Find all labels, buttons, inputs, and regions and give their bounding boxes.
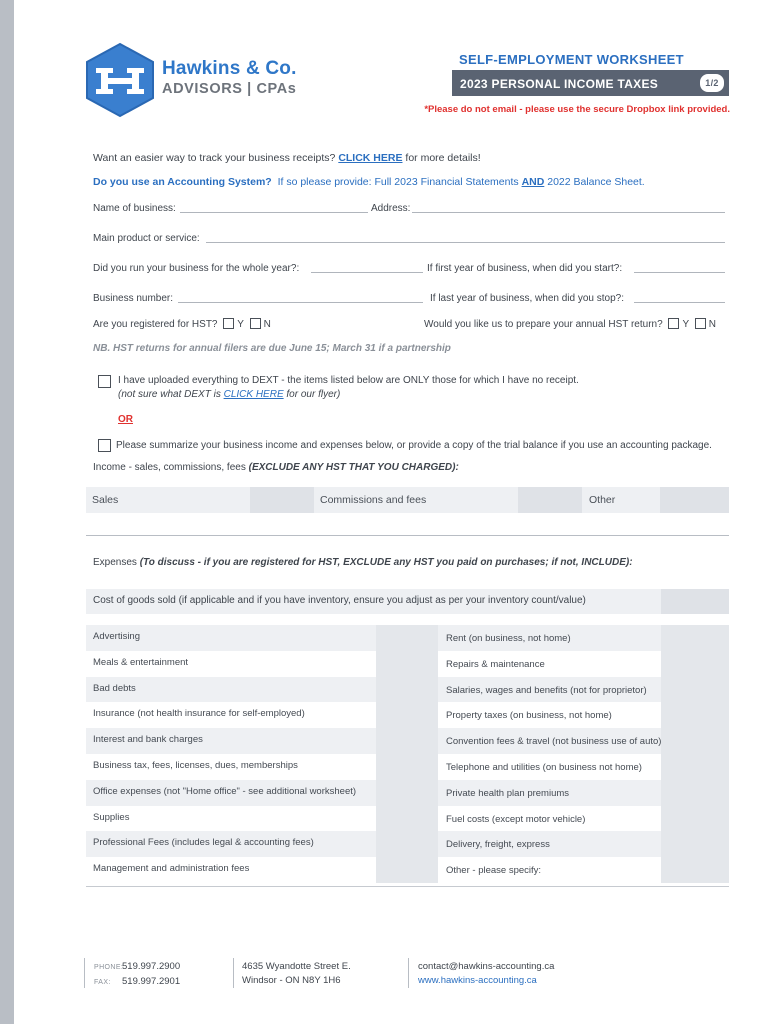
receipts-click-here-link[interactable]: CLICK HERE [338,152,403,164]
footer-contact-block [418,960,554,988]
expense-label-right: Convention fees & travel (not business use of auto) [446,736,662,748]
last-year-label: If last year of business, when did you stop?: [430,293,624,304]
contact-email[interactable]: contact@hawkins-accounting.ca [418,961,555,972]
expense-field-left[interactable] [376,806,438,832]
income-other-label: Other [589,494,616,506]
expense-field-left[interactable] [376,677,438,703]
dext-line-2a: (not sure what DEXT is [118,389,221,400]
expense-label-right: Repairs & maintenance [446,658,545,670]
income-row [86,487,729,513]
hexagon-logo-icon [84,42,156,118]
expense-label-right: Rent (on business, not home) [446,633,571,644]
worksheet-subtitle-bar [452,70,729,96]
expense-field-right[interactable] [661,857,729,883]
no-label: N [708,319,716,330]
receipts-text: Want an easier way to track your business receipts? [93,152,336,164]
address-label: Address: [371,203,411,214]
income-other-field[interactable] [660,487,729,513]
phone-label: PHONE: [94,964,124,971]
expenses-table [86,625,729,883]
expenses-bottom-rule [86,886,729,887]
income-label: Income - sales, commissions, fees [93,462,246,473]
receipts-line [93,152,481,164]
expense-label-right: Telephone and utilities (on business not home) [446,761,642,773]
expense-row [86,625,729,651]
dext-line-2 [118,389,340,400]
expense-field-right[interactable] [661,806,729,832]
expense-row [86,780,729,806]
expense-field-left[interactable] [376,857,438,883]
business-name-field[interactable] [180,212,368,213]
address-line-1: 4635 Wyandotte Street E. [242,961,351,972]
expenses-heading [93,557,633,568]
expense-field-left[interactable] [376,625,438,651]
last-year-field[interactable] [634,302,725,303]
expense-field-right[interactable] [661,677,729,703]
expense-row [86,857,729,883]
expense-label-left: Interest and bank charges [93,734,203,746]
income-commissions-label: Commissions and fees [320,494,427,506]
dext-line-1: I have uploaded everything to DEXT - the items listed below are ONLY those for which I have no receipt. [118,375,579,386]
accounting-answer-2: 2022 Balance Sheet. [547,176,645,188]
hst-prepare-yes-checkbox[interactable] [668,318,679,329]
summarize-text: Please summarize your business income and expenses below, or provide a copy of the trial balance if you use an accounting package. [116,440,712,451]
hst-due-note: NB. HST returns for annual filers are due June 15; March 31 if a partnership [93,343,451,354]
whole-year-field[interactable] [311,272,423,273]
accounting-question: Do you use an Accounting System? [93,176,272,188]
hst-prepare-no-checkbox[interactable] [695,318,706,329]
phone-number: 519.997.2900 [122,961,181,972]
expense-field-right[interactable] [661,625,729,651]
expense-label-right: Other - please specify: [446,865,542,877]
address-field[interactable] [412,212,725,213]
expense-field-right[interactable] [661,702,729,728]
expenses-label: Expenses [93,557,137,568]
cogs-label: Cost of goods sold (if applicable and if you have inventory, ensure you adjust as per your inventory count/value) [93,595,586,606]
expense-label-left: Insurance (not health insurance for self-employed) [93,708,305,720]
expense-label-right: Fuel costs (except motor vehicle) [446,813,586,825]
expense-row [86,677,729,703]
expense-row [86,806,729,832]
first-year-field[interactable] [634,272,725,273]
worksheet-title: SELF-EMPLOYMENT WORKSHEET [459,52,684,67]
fax-number: 519.997.2901 [122,976,181,987]
summarize-checkbox[interactable] [98,439,111,452]
business-number-field[interactable] [178,302,423,303]
expense-field-right[interactable] [661,831,729,857]
business-number-label: Business number: [93,293,174,304]
or-divider-text: OR [118,414,133,425]
brand-name: Hawkins & Co. [162,58,297,79]
hst-registered-yes-checkbox[interactable] [223,318,234,329]
expense-label-right: Private health plan premiums [446,787,570,799]
footer-divider [408,958,409,988]
expense-field-right[interactable] [661,754,729,780]
hst-registered-no-checkbox[interactable] [250,318,261,329]
expense-field-right[interactable] [661,651,729,677]
income-commissions-field[interactable] [518,487,582,513]
business-name-label: Name of business: [93,203,176,214]
yes-label: Y [682,319,689,330]
expense-label-right: Property taxes (on business, not home) [446,710,612,722]
section-divider [86,535,729,536]
expense-field-left[interactable] [376,754,438,780]
expense-label-left: Meals & entertainment [93,656,189,668]
dext-click-here-link[interactable]: CLICK HERE [223,389,284,400]
hst-registered-line [93,318,271,330]
dext-uploaded-checkbox[interactable] [98,375,111,388]
expenses-note: (To discuss - if you are registered for HST, EXCLUDE any HST you paid on purchases; if not, INCLUDE): [139,557,633,568]
hst-prepare-line [424,318,716,330]
expense-field-left[interactable] [376,651,438,677]
expense-label-left: Business tax, fees, licenses, dues, memberships [93,759,298,771]
expense-field-left[interactable] [376,831,438,857]
expense-row [86,702,729,728]
expense-label-left: Advertising [93,631,140,642]
address-line-2: Windsor - ON N8Y 1H6 [242,975,341,986]
website-link[interactable]: www.hawkins-accounting.ca [418,975,537,986]
income-sales-label: Sales [92,494,119,506]
accounting-answer-1: If so please provide: Full 2023 Financial Statements [277,176,519,188]
expense-row [86,728,729,754]
product-label: Main product or service: [93,233,200,244]
hst-prepare-label: Would you like us to prepare your annual HST return? [424,319,663,330]
accounting-system-line [93,176,645,188]
expense-label-left: Professional Fees (includes legal & accounting fees) [93,837,314,849]
income-note: (EXCLUDE ANY HST THAT YOU CHARGED): [248,462,459,473]
page-indicator: 1/2 [700,74,724,92]
footer-address-block [242,960,351,988]
expense-row [86,754,729,780]
worksheet-subtitle: 2023 PERSONAL INCOME TAXES [460,77,659,91]
no-label: N [263,319,271,330]
accounting-and: AND [521,176,545,188]
expense-field-left[interactable] [376,780,438,806]
receipts-after: for more details! [405,152,481,164]
expense-field-right[interactable] [661,728,729,754]
income-heading [93,462,459,473]
expense-label-right: Salaries, wages and benefits (not for proprietor) [446,684,647,696]
expense-label-left: Office expenses (not "Home office" - see additional worksheet) [93,785,357,797]
fax-label: FAX: [94,979,111,986]
footer-divider [233,958,234,988]
cogs-field[interactable] [661,589,729,614]
first-year-label: If first year of business, when did you start?: [427,263,623,274]
income-sales-field[interactable] [250,487,314,513]
expense-row [86,831,729,857]
footer-phone-block [94,960,180,990]
side-strip [0,0,14,1024]
expense-label-left: Bad debts [93,682,136,694]
cogs-row [86,589,729,614]
expense-label-right: Delivery, freight, express [446,839,550,851]
product-field[interactable] [206,242,725,243]
expense-field-left[interactable] [376,728,438,754]
whole-year-label: Did you run your business for the whole year?: [93,263,300,274]
dext-line-2b: for our flyer) [286,389,341,400]
expense-label-left: Supplies [93,811,130,823]
footer-divider [84,958,85,988]
brand-tagline: ADVISORS | CPAs [162,81,297,97]
expense-field-left[interactable] [376,702,438,728]
expense-label-left: Management and administration fees [93,863,250,875]
yes-label: Y [237,319,244,330]
hst-registered-label: Are you registered for HST? [93,319,218,330]
warning-note: *Please do not email - please use the secure Dropbox link provided. [424,104,730,115]
expense-field-right[interactable] [661,780,729,806]
expense-row [86,651,729,677]
